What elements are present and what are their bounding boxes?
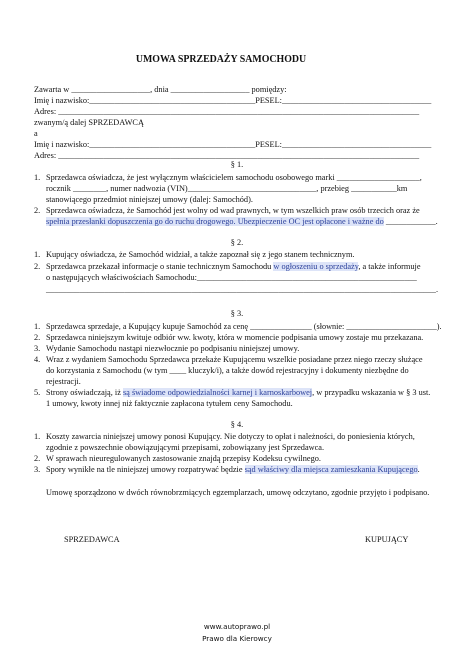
s2-item2-line1 bbox=[46, 262, 421, 272]
buyer-signature-label: KUPUJĄCY bbox=[365, 535, 409, 544]
s1-item2-line2-rest: ____________. bbox=[383, 217, 438, 226]
footer-tagline: Prawo dla Kierowcy bbox=[202, 634, 272, 643]
item-number: 3. bbox=[34, 465, 41, 474]
s4-item3 bbox=[46, 465, 420, 475]
section-1-heading: § 1. bbox=[230, 160, 244, 169]
item-number: 1. bbox=[34, 432, 41, 441]
item-number: 3. bbox=[34, 344, 41, 353]
s4-item1-line2: zgodnie z powszechnie obowiązującymi przepisami, zobowiązany jest Sprzedawca. bbox=[46, 443, 325, 452]
item-number: 1. bbox=[34, 250, 41, 259]
s3-item4-line3: rejestracji. bbox=[46, 377, 81, 386]
item-number: 2. bbox=[34, 206, 41, 215]
section-4-heading: § 4. bbox=[230, 420, 244, 429]
s2-item2-line3: ______________________________________________________________________________________________. bbox=[46, 285, 439, 294]
seller-designation: zwanym/ą dalej SPRZEDAWCĄ bbox=[34, 118, 144, 127]
s3-item1: Sprzedawca sprzedaje, a Kupujący kupuje Samochód za cenę _______________ (słownie: ______________________). bbox=[46, 322, 442, 331]
s2-item2-line1-a: Sprzedawca przekazał informacje o stanie technicznym Samochodu bbox=[46, 262, 274, 271]
document-title: UMOWA SPRZEDAŻY SAMOCHODU bbox=[135, 54, 307, 65]
s1-item1-line3: stanowiącego przedmiot niniejszej umowy (dalej: Samochód). bbox=[46, 195, 253, 204]
item-number: 4. bbox=[34, 355, 41, 364]
item-number: 2. bbox=[34, 454, 41, 463]
s4-item2: W sprawach nieuregulowanych zastosowanie znajdą przepisy Kodeksu cywilnego. bbox=[46, 454, 321, 463]
s1-item1-line1: Sprzedawca oświadcza, że jest wyłącznym właścicielem samochodu osobowego marki ____________________, bbox=[46, 173, 422, 182]
closing-statement: Umowę sporządzono w dwóch równobrzmiących egzemplarzach, umowę odczytano, zgodnie przyjęto i podpisano. bbox=[46, 488, 430, 497]
seller-name-line: Imię i nazwisko:________________________________________PESEL:____________________________________ bbox=[34, 96, 432, 105]
place-date-line: Zawarta w ___________________, dnia ___________________ pomiędzy: bbox=[34, 85, 287, 94]
highlight-advert: w ogłoszeniu o sprzedaży bbox=[273, 262, 359, 271]
s3-item2: Sprzedawca niniejszym kwituje odbiór ww. kwoty, która w momencie podpisania umowy zostaje mu przekazana. bbox=[46, 333, 424, 342]
section-3-heading: § 3. bbox=[230, 309, 244, 318]
s2-item2-line1-b: , a także informuje bbox=[358, 262, 421, 271]
conjunction: a bbox=[34, 129, 38, 138]
s3-item4-line2: do korzystania z Samochodu (w tym ____ kluczyk/i), a także dowód rejestracyjny i dokumenty niezbędne do bbox=[46, 366, 409, 375]
section-2-heading: § 2. bbox=[230, 238, 244, 247]
footer-url: www.autoprawo.pl bbox=[203, 622, 271, 631]
s1-item2-line1: Sprzedawca oświadcza, że Samochód jest wolny od wad prawnych, w tym wszelkich praw osób trzecich oraz że bbox=[46, 206, 420, 215]
buyer-name-line: Imię i nazwisko:________________________________________PESEL:____________________________________ bbox=[34, 140, 432, 149]
highlight-oc: spełnia przesłanki dopuszczenia go do ruchu drogowego. Ubezpieczenie OC jest opłacone i ważne do bbox=[46, 217, 384, 226]
s1-item2-line2 bbox=[46, 217, 438, 227]
highlight-liability: są świadome odpowiedzialności karnej i karnoskarbowej bbox=[122, 388, 313, 397]
item-number: 1. bbox=[34, 322, 41, 331]
s2-item2-line2: o następujących właściwościach Samochodu:_____________________________________________________ bbox=[46, 273, 417, 282]
s1-item1-line2: rocznik ________, numer nadwozia (VIN)_______________________________, przebieg ___________km bbox=[46, 184, 408, 193]
item-number: 1. bbox=[34, 173, 41, 182]
s2-item1: Kupujący oświadcza, że Samochód widział, a także zapoznał się z jego stanem technicznym. bbox=[46, 250, 355, 259]
item-number: 2. bbox=[34, 333, 41, 342]
s3-item5-line1-b: , w przypadku wskazania w § 3 ust. bbox=[312, 388, 431, 397]
s4-item1-line1: Koszty zawarcia niniejszej umowy ponosi Kupujący. Nie dotyczy to opłat i należności, do poniesienia których, bbox=[46, 432, 415, 441]
item-number: 5. bbox=[34, 388, 41, 397]
s3-item3: Wydanie Samochodu nastąpi niezwłocznie po podpisaniu niniejszej umowy. bbox=[46, 344, 300, 353]
s3-item4-line1: Wraz z wydaniem Samochodu Sprzedawca przekaże Kupującemu wszelkie posiadane przez niego rzeczy służące bbox=[46, 355, 423, 364]
buyer-address-line: Adres: _______________________________________________________________________________________ bbox=[34, 151, 420, 160]
s3-item5-line2: 1 umowy, kwoty innej niż faktycznie zapłacona tytułem ceny Samochodu. bbox=[46, 399, 293, 408]
seller-signature-label: SPRZEDAWCA bbox=[64, 535, 120, 544]
s4-item3-a: Spory wynikłe na tle niniejszej umowy rozpatrywać będzie bbox=[46, 465, 245, 474]
s3-item5-line1-a: Strony oświadczają, iż bbox=[46, 388, 123, 397]
seller-address-line: Adres: _______________________________________________________________________________________ bbox=[34, 107, 420, 116]
highlight-court: sąd właściwy dla miejsca zamieszkania Kupującego bbox=[244, 465, 418, 474]
s4-item3-b: . bbox=[417, 465, 420, 474]
s3-item5-line1 bbox=[46, 388, 430, 398]
item-number: 2. bbox=[34, 262, 41, 271]
